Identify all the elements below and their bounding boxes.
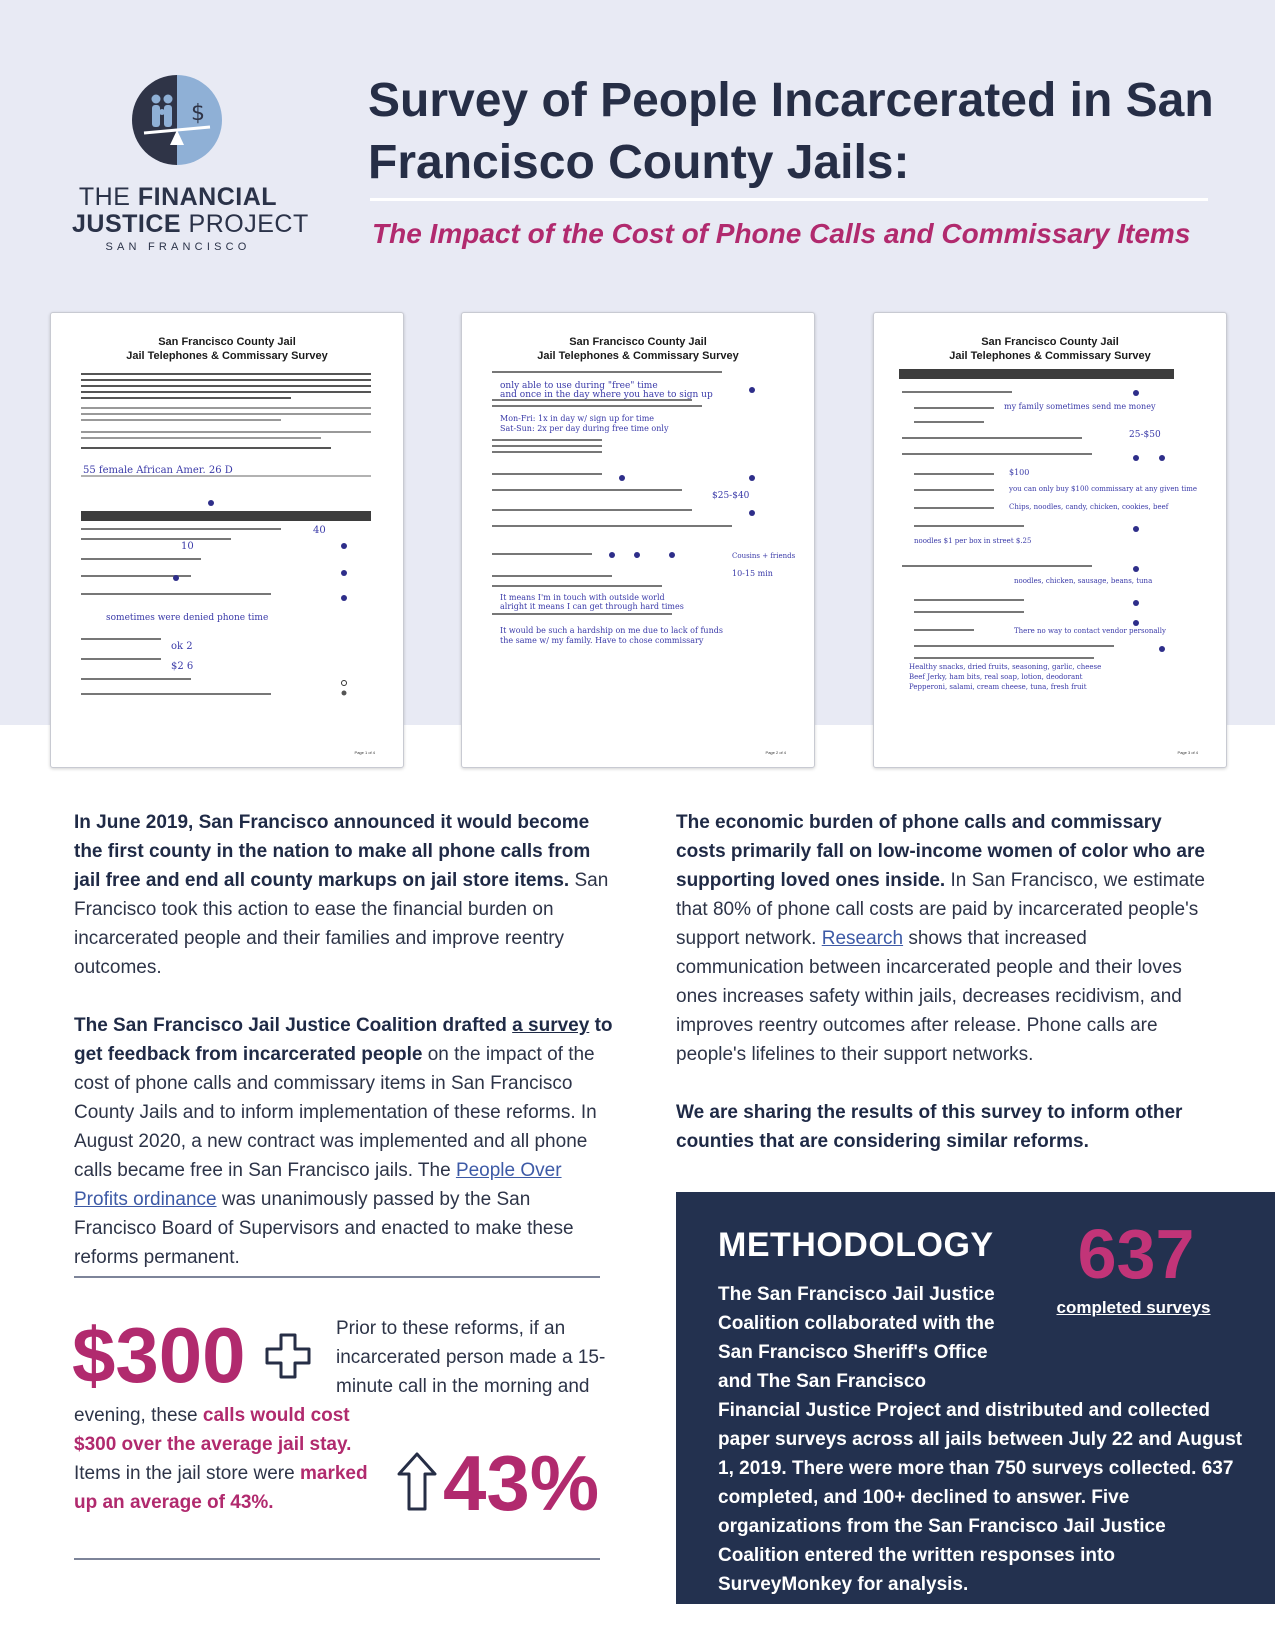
svg-text:my family sometimes send me mo: my family sometimes send me money [1004, 402, 1156, 411]
svg-text:Pepperoni, salami, cream chees: Pepperoni, salami, cream cheese, tuna, fresh fruit [909, 683, 1087, 691]
svg-text:55 female African Amer.: 55 female African Amer. 26 D [83, 465, 233, 476]
svg-text:10-15 min: 10-15 min [732, 569, 773, 578]
svg-text:$2 6: $2 6 [171, 661, 194, 672]
svg-text:It would be such a hardship on: It would be such a hardship on me due to lack of funds [500, 626, 723, 635]
survey-link[interactable]: a survey [512, 1015, 590, 1036]
svg-text:alright it means I can get thr: alright it means I can get through hard times [500, 602, 684, 611]
logo-text-the: THE [78, 183, 138, 211]
intro-text: San Francisco took this action to ease the financial burden on incarcerated people and their families and improve reentry outcomes. [74, 870, 609, 978]
svg-text:$100: $100 [1009, 468, 1030, 477]
logo-wordmark [72, 183, 309, 253]
svg-text:Sat-Sun: 2x per day during fre: Sat-Sun: 2x per day during free time only [500, 424, 669, 433]
svg-text:the same w/ my family. Have to: the same w/ my family. Have to chose commissary [500, 636, 704, 645]
markup-stat: 43% [443, 1439, 600, 1527]
survey-image-page-2 [461, 312, 815, 768]
survey-text-b: was unanimously passed by the San Francisco Board of Supervisors and enacted to make these reforms permanent. [74, 1189, 574, 1268]
logo-icon [132, 75, 222, 165]
survey-text-a: on the impact of the cost of phone calls and commissary items in San Francisco County Jails and to inform implementation of these reforms. In August 2020, a new contract was implemented and all phone calls became free in San Francisco jails. The [74, 1044, 597, 1181]
svg-text:Healthy snacks, dried fruits,: Healthy snacks, dried fruits, seasoning, garlic, cheese [909, 663, 1102, 671]
methodology-box [676, 1192, 1275, 1604]
survey-image-page-1 [50, 312, 404, 768]
completed-surveys-count: 637 [1077, 1215, 1195, 1293]
burden-text-b: shows that increased communication between incarcerated people and their loves ones increases safety within jails, decreases recidivism, and improves reentry outcomes after release. Phone calls are people's lifelines to their support networks. [676, 928, 1182, 1065]
burden-paragraph [676, 808, 1216, 1069]
survey-image-title: San Francisco County Jail Jail Telephones & Commissary Survey [949, 336, 1151, 362]
methodology-heading: METHODOLOGY [718, 1226, 994, 1264]
research-link[interactable]: Research [821, 928, 904, 949]
title-divider [370, 198, 1208, 201]
cost-stat: $300 [72, 1311, 246, 1399]
sharing-paragraph: We are sharing the results of this survey to inform other counties that are considering similar reforms. [676, 1102, 1183, 1152]
survey-bold-text-a: The San Francisco Jail Justice Coalition drafted [74, 1015, 513, 1036]
svg-text:noodles, chicken, sausage, bea: noodles, chicken, sausage, beans, tuna [1014, 577, 1153, 585]
stats-bottom-divider [74, 1558, 600, 1560]
stats-top-divider [74, 1276, 600, 1278]
svg-text:Chips, noodles, candy, chicken: Chips, noodles, candy, chicken, cookies, beef [1009, 503, 1169, 511]
people-over-profits-link[interactable]: People Over Profits ordinance [74, 1160, 562, 1210]
arrow-up-icon [396, 1452, 438, 1517]
logo-text-city: SAN FRANCISCO [105, 241, 251, 253]
burden-text-a: In San Francisco, we estimate that 80% of phone call costs are paid by incarcerated people's support network. [676, 870, 1205, 949]
methodology-text: The San Francisco Jail Justice Coalition collaborated with the San Francisco Sheriff's Office and The San Francisco Financial Justice Project and distributed and collected paper surveys across all jails between July 22 and August 1, 2019. There were more than 750 surveys collected. 637 completed, and 100+ declined to answer. Five organizations from the San Francisco Jail Justice Coalition entered the written responses into SurveyMonkey for analysis. [718, 1284, 1243, 1595]
survey-page-number: Page 3 of 4 [1177, 750, 1198, 755]
left-column [74, 808, 614, 1301]
svg-text:Mon-Fri: 1x in day w/ sign up: Mon-Fri: 1x in day w/ sign up for time [500, 414, 655, 423]
svg-text:$: $ [191, 101, 205, 126]
completed-surveys-label: completed surveys [1056, 1298, 1211, 1317]
intro-paragraph [74, 808, 614, 982]
svg-text:$25-$40: $25-$40 [712, 491, 750, 501]
survey-page-number: Page 1 of 4 [354, 750, 375, 755]
svg-text:you can only buy $100 commissa: you can only buy $100 commissary at any given time [1009, 485, 1198, 493]
stats-text-a: Prior to these reforms, if an incarcerated person made a 15-minute call in the morning and evening, these [74, 1318, 606, 1426]
survey-bold-text-b: to get feedback from incarcerated people [74, 1015, 613, 1065]
logo-text-justice: JUSTICE [72, 210, 182, 238]
svg-text:10: 10 [181, 541, 194, 552]
survey-paragraph [74, 1011, 614, 1272]
svg-text:and once in the day where you: and once in the day where you have to sign up [500, 390, 713, 400]
stats-text-b: Items in the jail store were [74, 1463, 300, 1484]
logo-text-project: PROJECT [181, 210, 309, 238]
svg-text:noodles $1 per box in street $: noodles $1 per box in street $.25 [914, 537, 1032, 545]
logo-text-financial: FINANCIAL [137, 183, 278, 211]
survey-image-title: San Francisco County Jail Jail Telephones & Commissary Survey [126, 336, 328, 362]
svg-text:sometimes were denied phone ti: sometimes were denied phone time [106, 613, 269, 623]
svg-text:ok 2: ok 2 [171, 641, 193, 652]
svg-text:There no way to contact vendor: There no way to contact vendor personally [1014, 627, 1166, 635]
page-subtitle: The Impact of the Cost of Phone Calls and Commissary Items [372, 218, 1191, 249]
svg-text:Cousins + friends: Cousins + friends [732, 552, 796, 560]
page-title: Survey of People Incarcerated in San Francisco County Jails: [368, 74, 1214, 189]
right-column [676, 808, 1216, 1185]
survey-page-number: Page 2 of 4 [765, 750, 786, 755]
burden-bold-text: The economic burden of phone calls and commissary costs primarily fall on low-income women of color who are supporting loved ones inside. [676, 812, 1205, 891]
svg-text:25-$50: 25-$50 [1129, 430, 1161, 440]
svg-text:only able to use during "free": only able to use during "free" time [500, 381, 658, 391]
survey-image-page-3 [873, 312, 1227, 768]
svg-text:40: 40 [313, 525, 326, 536]
stats-pink-text-a: calls would cost $300 over the average jail stay. [74, 1405, 352, 1455]
svg-text:It means I'm in touch with out: It means I'm in touch with outside world [500, 593, 665, 602]
intro-bold-text: In June 2019, San Francisco announced it would become the first county in the nation to make all phone calls from jail free and end all county markups on jail store items. [74, 812, 591, 891]
methodology-body [718, 1280, 1248, 1599]
survey-image-title: San Francisco County Jail Jail Telephones & Commissary Survey [537, 336, 739, 362]
stats-pink-text-b: marked up an average of 43%. [74, 1463, 368, 1513]
svg-text:Beef Jerky, ham bits, real soa: Beef Jerky, ham bits, real soap, lotion, deodorant [909, 673, 1083, 681]
